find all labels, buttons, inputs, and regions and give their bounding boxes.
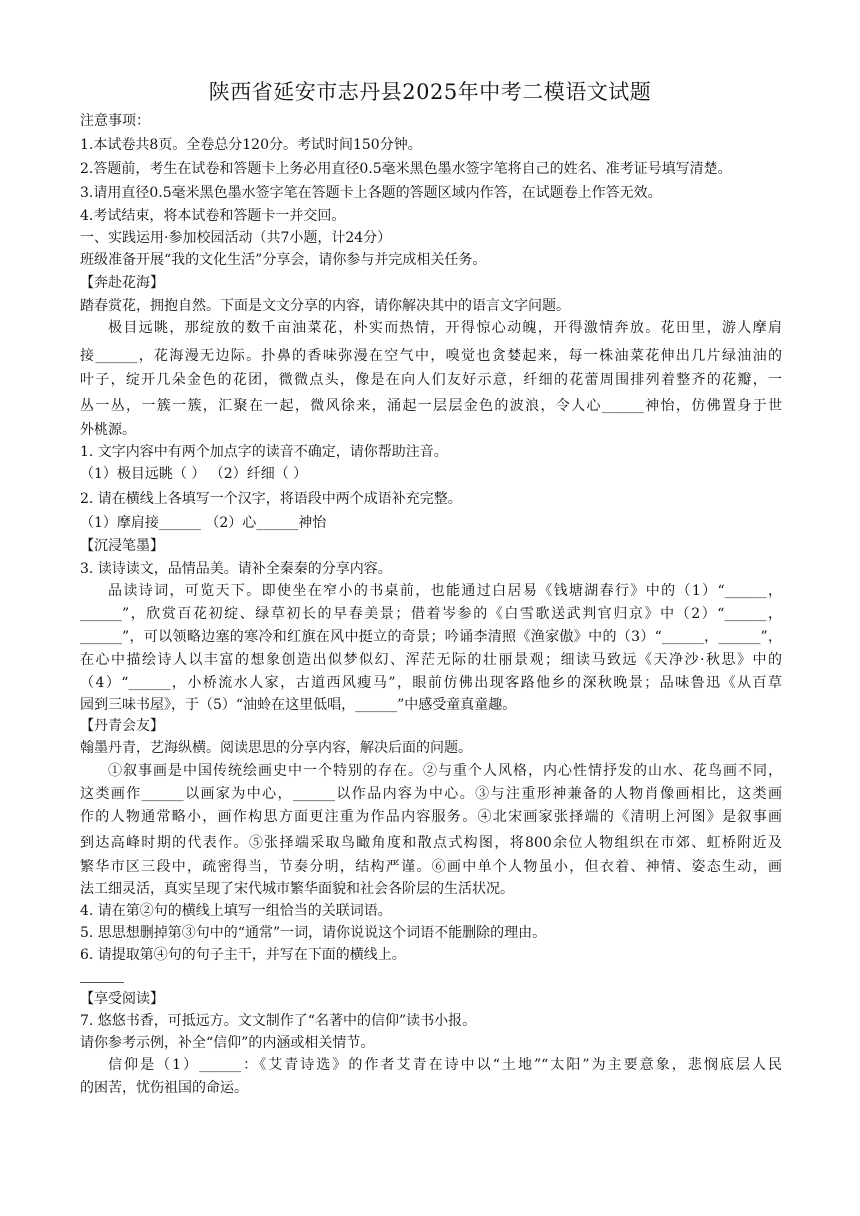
passage-line: 的困苦，忧伤祖国的命运。 [80, 1080, 248, 1096]
part-heading: 【沉浸笔墨】 [80, 538, 164, 554]
passage-line: 作的人物通常略小，画作构思方面更注重为作品内容服务。④北宋画家张择端的《清明上河图》是叙事画 [80, 809, 782, 825]
passage-line: 到达高峰时期的代表作。⑤张择端采取鸟瞰角度和散点式构图，将800余位人物组织在市郊、虹桥附近及 [80, 835, 782, 851]
part-heading: 【享受阅读】 [80, 991, 164, 1007]
part-intro: 翰墨丹青，艺海纵横。阅读思思的分享内容，解决后面的问题。 [80, 740, 472, 756]
notes-item: 3.请用直径0.5毫米黑色墨水签字笔在答题卡上各题的答题区域内作答，在试题卷上作答无效。 [80, 185, 662, 201]
passage-line: 园到三味书屋》，于（5）“油蛉在这里低唱，______”中感受童真童趣。 [80, 697, 517, 713]
passage-line: ①叙事画是中国传统绘画史中一个特别的存在。②与重个人风格，内心性情抒发的山水、花鸟画不同， [108, 763, 782, 779]
passage-line: 法工细灵活，真实呈现了宋代城市繁华面貌和社会各阶层的生活状况。 [80, 881, 514, 897]
passage-line: 繁华市区三段中，疏密得当，节奏分明，结构严谨。⑥画中单个人物虽小，但衣着、神情、姿态生动，画 [80, 859, 782, 875]
passage-line: 极目远眺，那绽放的数千亩油菜花，朴实而热情，开得惊心动魄，开得激情奔放。花田里，游人摩肩 [108, 320, 782, 336]
question-1-items: （1）极目远眺（ ） （2）纤细（ ） [80, 466, 308, 482]
page-title: 陕西省延安市志丹县2025年中考二模语文试题 [208, 80, 652, 104]
answer-line [80, 982, 124, 983]
passage-line: （4）“______，小桥流水人家，古道西风瘦马”，眼前仿佛出现客路他乡的深秋晚景；品味鲁迅《从百草 [80, 675, 782, 691]
question-7-intro: 请你参考示例，补全“信仰”的内涵或相关情节。 [80, 1035, 375, 1051]
question-2: 2. 请在横线上各填写一个汉字，将语段中两个成语补充完整。 [80, 491, 462, 507]
question-4: 4. 请在第②句的横线上填写一组恰当的关联词语。 [80, 903, 392, 919]
section-intro: 班级准备开展“我的文化生活”分享会，请你参与并完成相关任务。 [80, 252, 487, 268]
part-heading: 【丹青会友】 [80, 718, 164, 734]
notes-item: 2.答题前，考生在试卷和答题卡上务必用直径0.5毫米黑色墨水签字笔将自己的姓名、准考证号填写清楚。 [80, 161, 732, 177]
question-6: 6. 请提取第④句的句子主干，并写在下面的横线上。 [80, 947, 406, 963]
passage-line: 在心中描绘诗人以丰富的想象创造出似梦似幻、浑茫无际的壮丽景观；细读马致远《天净沙·秋思》中的 [80, 652, 782, 668]
notes-item: 1.本试卷共8页。全卷总分120分。考试时间150分钟。 [80, 137, 422, 153]
notes-item: 4.考试结束，将本试卷和答题卡一并交回。 [80, 208, 346, 224]
question-1: 1. 文字内容中有两个加点字的读音不确定，请你帮助注音。 [80, 444, 448, 460]
passage-line: ______”，可以领略边塞的寒冷和红旗在风中挺立的奇景；吟诵李清照《渔家傲》中的（3）“______，______”， [80, 629, 782, 645]
part-intro: 踏春赏花，拥抱自然。下面是文文分享的内容，请你解决其中的语言文字问题。 [80, 298, 570, 314]
notes-heading: 注意事项： [80, 113, 150, 129]
question-3: 3. 读诗读文，品情品美。请补全秦秦的分享内容。 [80, 561, 392, 577]
part-heading: 【奔赴花海】 [80, 275, 164, 291]
section-heading: 一、实践运用·参加校园活动（共7小题，计24分） [80, 230, 392, 246]
passage-line: 接______，花海漫无边际。扑鼻的香味弥漫在空气中，嗅觉也贪婪起来，每一株油菜花伸出几片绿油油的 [80, 348, 782, 364]
passage-line: 叶子，绽开几朵金色的花团，微微点头，像是在向人们友好示意，纤细的花蕾周围排列着整齐的花瓣，一 [80, 372, 782, 388]
passage-line: 丛一丛，一簇一簇，汇聚在一起，微风徐来，涌起一层层金色的波浪，令人心______神怡，仿佛置身于世 [80, 398, 782, 414]
question-2-items: （1）摩肩接______ （2）心______神怡 [80, 515, 327, 531]
question-7: 7. 悠悠书香，可抵远方。文文制作了“名著中的信仰”读书小报。 [80, 1013, 477, 1029]
passage-line: 信仰是（1）______：《艾青诗选》的作者艾青在诗中以“土地”“太阳”为主要意象，悲悯底层人民 [108, 1057, 782, 1073]
passage-line: 品读诗词，可览天下。即使坐在窄小的书桌前，也能通过白居易《钱塘湖春行》中的（1）“______， [108, 583, 782, 599]
question-5: 5. 思思想删掉第③句中的“通常”一词，请你说说这个词语不能删除的理由。 [80, 925, 547, 941]
passage-line: 外桃源。 [80, 422, 136, 438]
passage-line: 这类画作______以画家为中心，______以作品内容为中心。③与注重形神兼备的人物肖像画相比，这类画 [80, 786, 782, 802]
passage-line: ______”，欣赏百花初绽、绿草初长的早春美景；借着岑参的《白雪歌送武判官归京》中（2）“______， [80, 606, 782, 622]
